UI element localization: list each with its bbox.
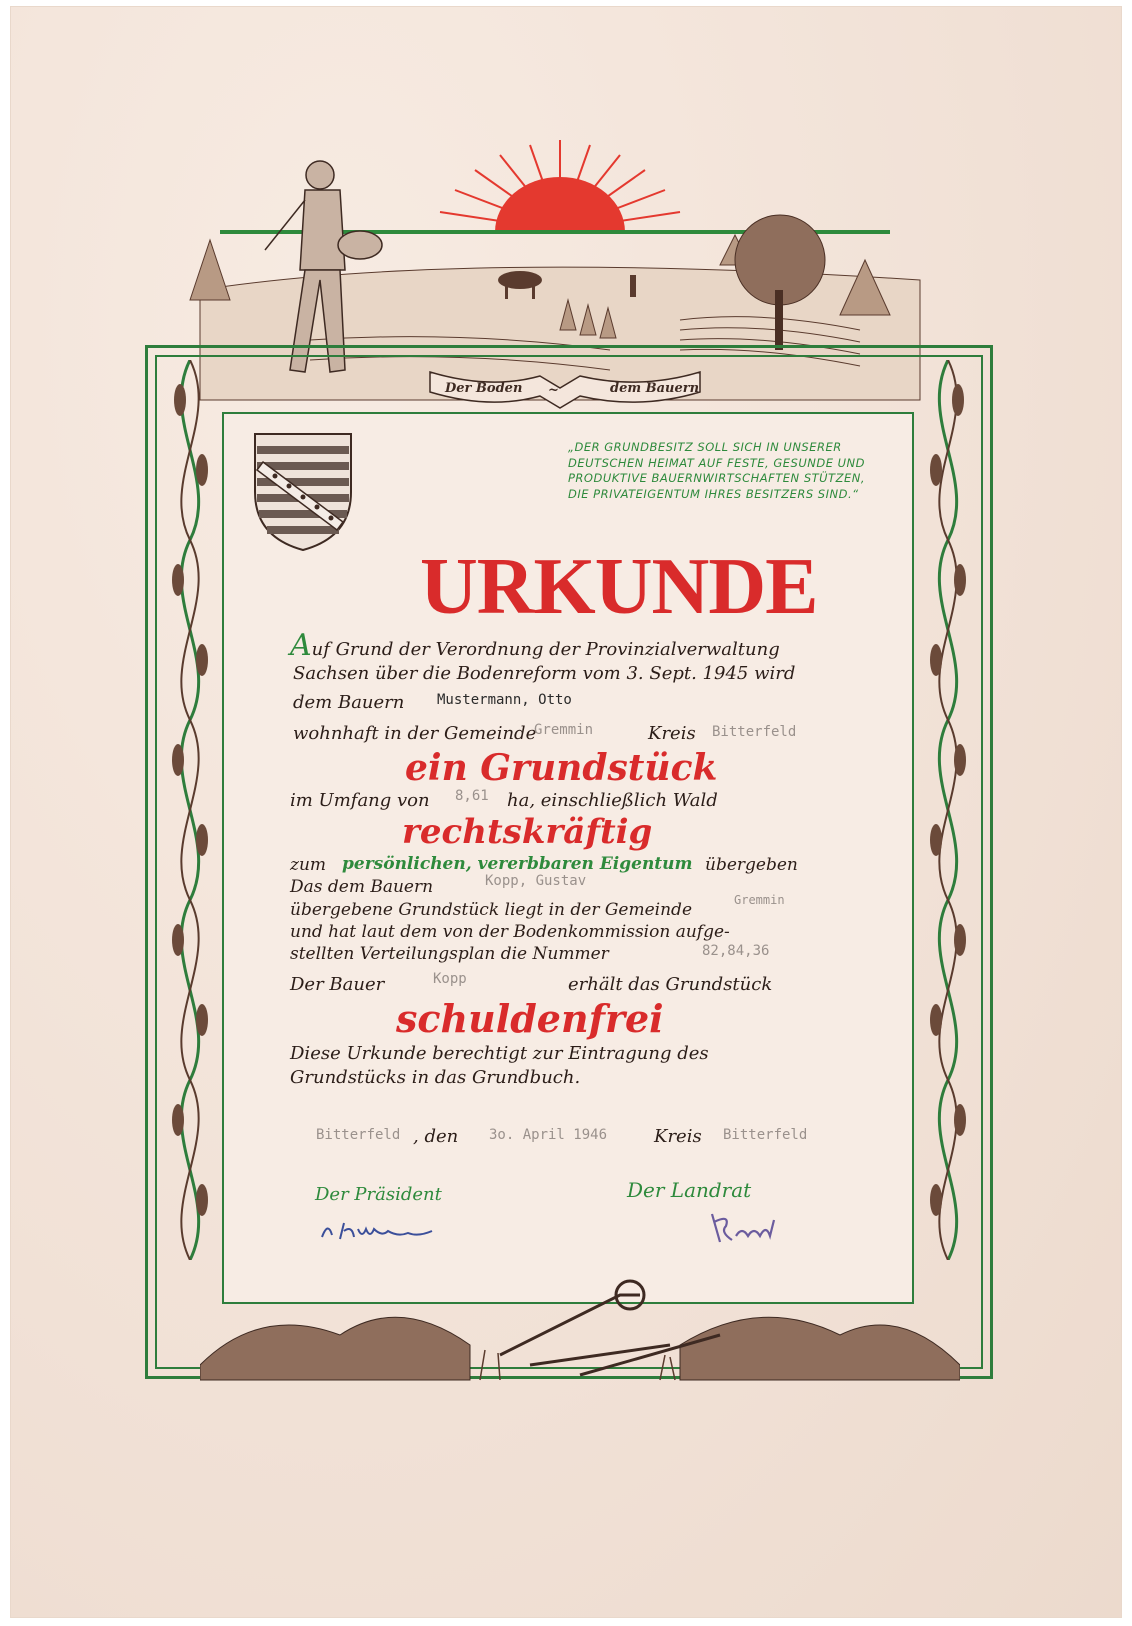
body-line-5a: im Umfang von — [290, 790, 430, 811]
typed-plan-numbers: 82,84,36 — [702, 943, 770, 959]
body-line-6b: übergeben — [705, 855, 798, 875]
left-wheat-vine — [160, 360, 220, 1260]
ribbon-text-left: Der Boden — [445, 381, 523, 396]
president-signature — [318, 1215, 438, 1247]
body-line-13: Grundstücks in das Grundbuch. — [290, 1067, 581, 1088]
ribbon-text-right: dem Bauern — [610, 381, 700, 396]
president-label: Der Präsident — [315, 1184, 442, 1205]
ribbon-text-dash: ~ — [548, 383, 559, 398]
body-line-12: Diese Urkunde berechtigt zur Eintragung des — [290, 1043, 709, 1064]
document-title: URKUNDE — [420, 543, 818, 631]
heading-rechtskraeftig: rechtskräftig — [402, 812, 653, 852]
typed-bauer: Kopp — [433, 971, 467, 987]
typed-place: Bitterfeld — [316, 1127, 401, 1143]
body-line-4a: wohnhaft in der Gemeinde — [293, 723, 537, 744]
heading-ein-grundstueck: ein Grundstück — [405, 747, 718, 789]
body-line-11b: erhält das Grundstück — [568, 974, 773, 995]
typed-gemeinde: Gremmin — [534, 722, 594, 738]
body-line-11a: Der Bauer — [290, 974, 385, 995]
body-line-2: Sachsen über die Bodenreform vom 3. Sept. 1945 wird — [293, 663, 796, 684]
plough-illustration — [200, 1255, 960, 1385]
typed-date: 3o. April 1946 — [489, 1127, 608, 1143]
typed-area: 8,61 — [455, 788, 489, 804]
typed-prior-owner: Kopp, Gustav — [485, 873, 587, 889]
body-line-1 — [290, 628, 780, 663]
body-line-10: stellten Verteilungsplan die Nummer — [290, 944, 609, 964]
heading-schuldenfrei: schuldenfrei — [396, 996, 664, 1041]
typed-kreis-2: Bitterfeld — [723, 1127, 808, 1143]
typed-gemeinde-2: Gremmin — [734, 893, 785, 907]
body-line-5b: ha, einschließlich Wald — [507, 790, 718, 811]
body-line-1-text: uf Grund der Verordnung der Provinzialverwaltung — [311, 639, 780, 660]
landrat-label: Der Landrat — [627, 1178, 752, 1202]
body-line-8: übergebene Grundstück liegt in der Gemeinde — [290, 900, 692, 920]
motto-quote: „DER GRUNDBESITZ SOLL SICH IN UNSERER DEUTSCHEN HEIMAT AUF FESTE, GESUNDE UND PRODUKTIVE BAUERNWIRTSCHAFTEN STÜTZEN, DIE PRIVATEIGENTUM IHRES BESITZERS SIND.“ — [568, 440, 865, 501]
body-line-6-green: persönlichen, vererbbaren Eigentum — [342, 854, 693, 874]
body-line-6a: zum — [290, 855, 327, 875]
body-line-9: und hat laut dem von der Bodenkommission aufge- — [290, 922, 730, 942]
typed-farmer-name: Mustermann, Otto — [437, 692, 572, 708]
kreis-label: Kreis — [654, 1126, 702, 1147]
body-line-3: dem Bauern — [293, 692, 405, 713]
saxony-coat-of-arms-icon — [253, 432, 353, 552]
den-label: , den — [413, 1126, 459, 1147]
typed-kreis: Bitterfeld — [712, 724, 797, 740]
body-line-1-initial: A — [290, 628, 312, 663]
body-line-7: Das dem Bauern — [290, 877, 434, 897]
right-wheat-vine — [918, 360, 978, 1260]
sun — [495, 177, 625, 232]
landrat-signature — [706, 1210, 786, 1248]
body-line-4b: Kreis — [648, 723, 696, 744]
